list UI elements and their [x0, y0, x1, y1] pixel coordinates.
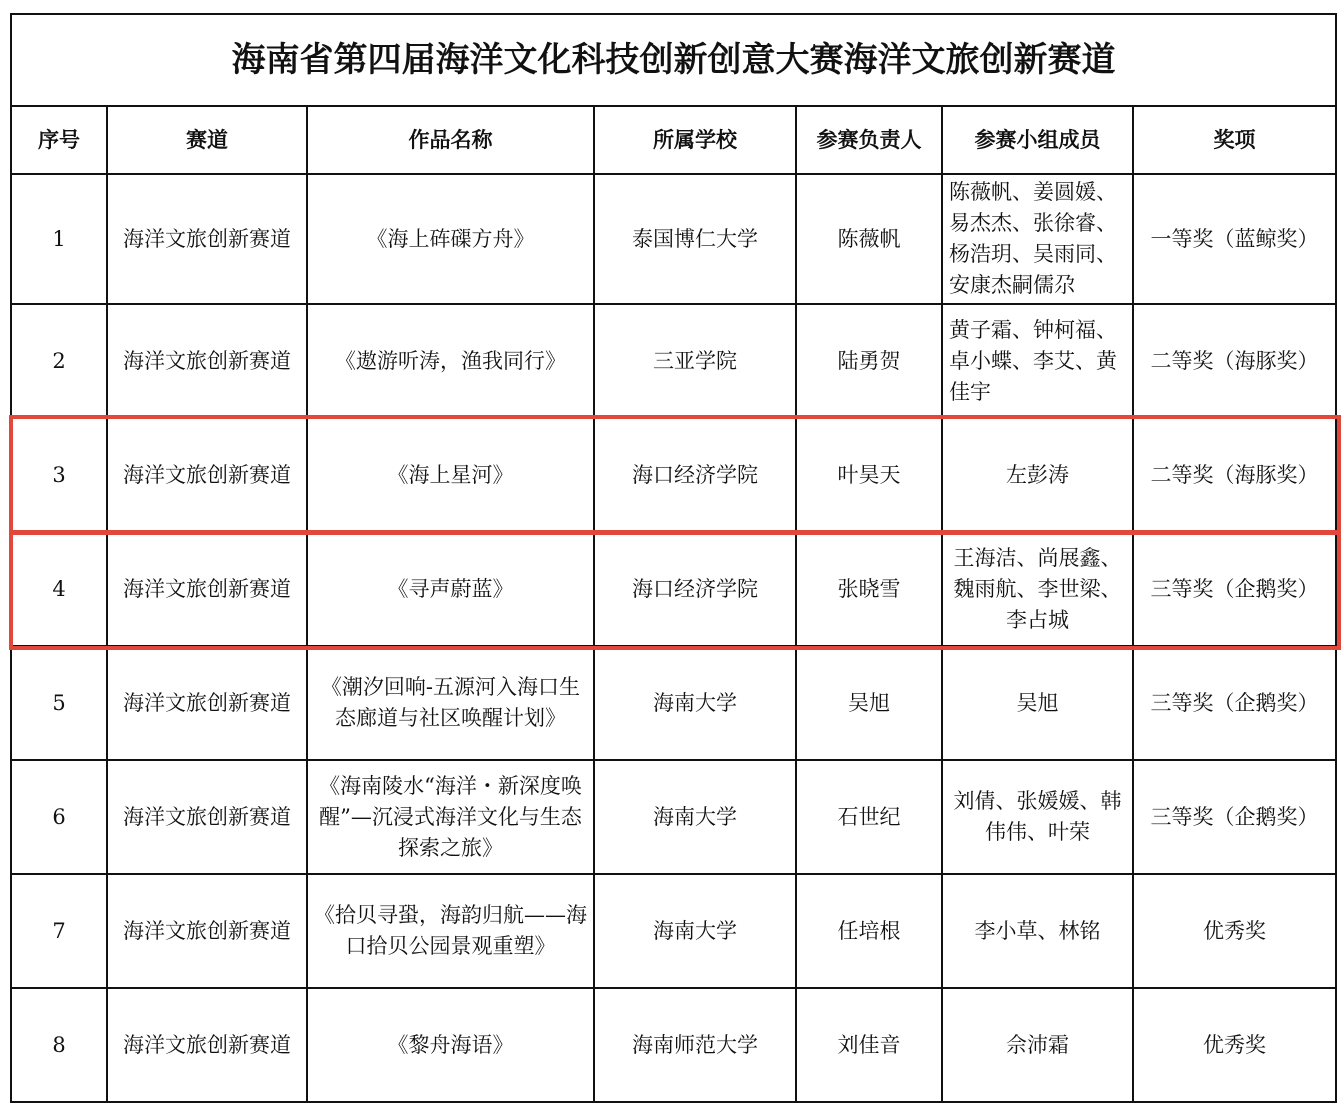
table-row	[11, 646, 1336, 760]
table-row	[11, 874, 1336, 988]
cell-work: 《海上砗磲方舟》	[307, 174, 594, 304]
cell-award: 三等奖（企鹅奖）	[1133, 646, 1336, 760]
member-line: 佘沛霜	[1006, 1032, 1069, 1057]
cell-award: 一等奖（蓝鲸奖）	[1133, 174, 1336, 304]
cell-school: 海南大学	[594, 760, 796, 874]
member-line: 安康杰嗣儒尕	[949, 273, 1075, 297]
cell-leader: 石世纪	[796, 760, 942, 874]
cell-leader: 陈薇帆	[796, 174, 942, 304]
cell-school: 泰国博仁大学	[594, 174, 796, 304]
cell-award: 二等奖（海豚奖）	[1133, 418, 1336, 532]
cell-index: 2	[11, 304, 107, 418]
cell-leader: 张晓雪	[796, 532, 942, 646]
cell-members	[942, 874, 1133, 988]
cell-index: 4	[11, 532, 107, 646]
cell-school: 海口经济学院	[594, 418, 796, 532]
cell-award: 优秀奖	[1133, 988, 1336, 1102]
member-line: 卓小蝶、李艾、黄	[949, 348, 1117, 373]
cell-school: 海南大学	[594, 874, 796, 988]
awards-table	[10, 13, 1337, 1103]
cell-index: 5	[11, 646, 107, 760]
member-line: 李小草、林铭	[974, 918, 1101, 943]
cell-work: 《海南陵水“海洋・新深度唤醒”—沉浸式海洋文化与生态探索之旅》	[307, 760, 594, 874]
table-row	[11, 174, 1336, 304]
cell-track: 海洋文旅创新赛道	[107, 646, 307, 760]
header-award: 奖项	[1133, 106, 1336, 174]
table-title: 海南省第四届海洋文化科技创新创意大赛海洋文旅创新赛道	[11, 14, 1336, 106]
cell-work: 《拾贝寻蛩，海韵归航——海口拾贝公园景观重塑》	[307, 874, 594, 988]
member-line: 陈薇帆、姜圆媛、	[949, 180, 1117, 204]
table-row	[11, 988, 1336, 1102]
cell-track: 海洋文旅创新赛道	[107, 174, 307, 304]
member-line: 伟伟、叶荣	[985, 820, 1090, 844]
cell-index: 3	[11, 418, 107, 532]
header-index: 序号	[11, 106, 107, 174]
cell-school: 海南师范大学	[594, 988, 796, 1102]
cell-leader: 刘佳音	[796, 988, 942, 1102]
cell-members	[942, 646, 1133, 760]
cell-members	[942, 988, 1133, 1102]
table-row	[11, 532, 1336, 646]
member-line: 左彭涛	[1006, 462, 1069, 487]
cell-work: 《遨游听涛，渔我同行》	[307, 304, 594, 418]
cell-leader: 叶昊天	[796, 418, 942, 532]
member-line: 李占城	[1006, 607, 1069, 632]
member-line: 刘倩、张媛媛、韩	[953, 789, 1122, 813]
cell-index: 7	[11, 874, 107, 988]
cell-track: 海洋文旅创新赛道	[107, 418, 307, 532]
cell-track: 海洋文旅创新赛道	[107, 760, 307, 874]
cell-members	[942, 760, 1133, 874]
member-line: 杨浩玥、吴雨同、	[949, 242, 1117, 266]
header-track: 赛道	[107, 106, 307, 174]
cell-award: 三等奖（企鹅奖）	[1133, 532, 1336, 646]
header-leader: 参赛负责人	[796, 106, 942, 174]
member-line: 黄子霜、钟柯福、	[949, 317, 1117, 342]
header-school: 所属学校	[594, 106, 796, 174]
cell-work: 《潮汐回响-五源河入海口生态廊道与社区唤醒计划》	[307, 646, 594, 760]
cell-award: 三等奖（企鹅奖）	[1133, 760, 1336, 874]
member-line: 佳宇	[949, 379, 991, 404]
member-line: 吴旭	[1016, 690, 1059, 715]
cell-work: 《黎舟海语》	[307, 988, 594, 1102]
table-body	[11, 174, 1336, 1102]
cell-work: 《海上星河》	[307, 418, 594, 532]
cell-school: 海南大学	[594, 646, 796, 760]
cell-track: 海洋文旅创新赛道	[107, 532, 307, 646]
cell-members	[942, 418, 1133, 532]
header-row	[11, 106, 1336, 174]
member-line: 易杰杰、张徐睿、	[949, 211, 1117, 235]
cell-award: 优秀奖	[1133, 874, 1336, 988]
cell-award: 二等奖（海豚奖）	[1133, 304, 1336, 418]
cell-index: 1	[11, 174, 107, 304]
cell-track: 海洋文旅创新赛道	[107, 988, 307, 1102]
member-line: 魏雨航、李世梁、	[953, 576, 1122, 601]
cell-leader: 吴旭	[796, 646, 942, 760]
cell-track: 海洋文旅创新赛道	[107, 874, 307, 988]
cell-members	[942, 304, 1133, 418]
cell-school: 海口经济学院	[594, 532, 796, 646]
cell-members	[942, 532, 1133, 646]
member-line: 王海洁、尚展鑫、	[953, 545, 1122, 570]
cell-leader: 陆勇贺	[796, 304, 942, 418]
cell-index: 8	[11, 988, 107, 1102]
cell-work: 《寻声蔚蓝》	[307, 532, 594, 646]
header-members: 参赛小组成员	[942, 106, 1133, 174]
cell-members	[942, 174, 1133, 304]
table-row	[11, 760, 1336, 874]
title-row	[11, 14, 1336, 106]
table-row	[11, 304, 1336, 418]
table-row	[11, 418, 1336, 532]
cell-school: 三亚学院	[594, 304, 796, 418]
header-work: 作品名称	[307, 106, 594, 174]
cell-leader: 任培根	[796, 874, 942, 988]
cell-track: 海洋文旅创新赛道	[107, 304, 307, 418]
cell-index: 6	[11, 760, 107, 874]
